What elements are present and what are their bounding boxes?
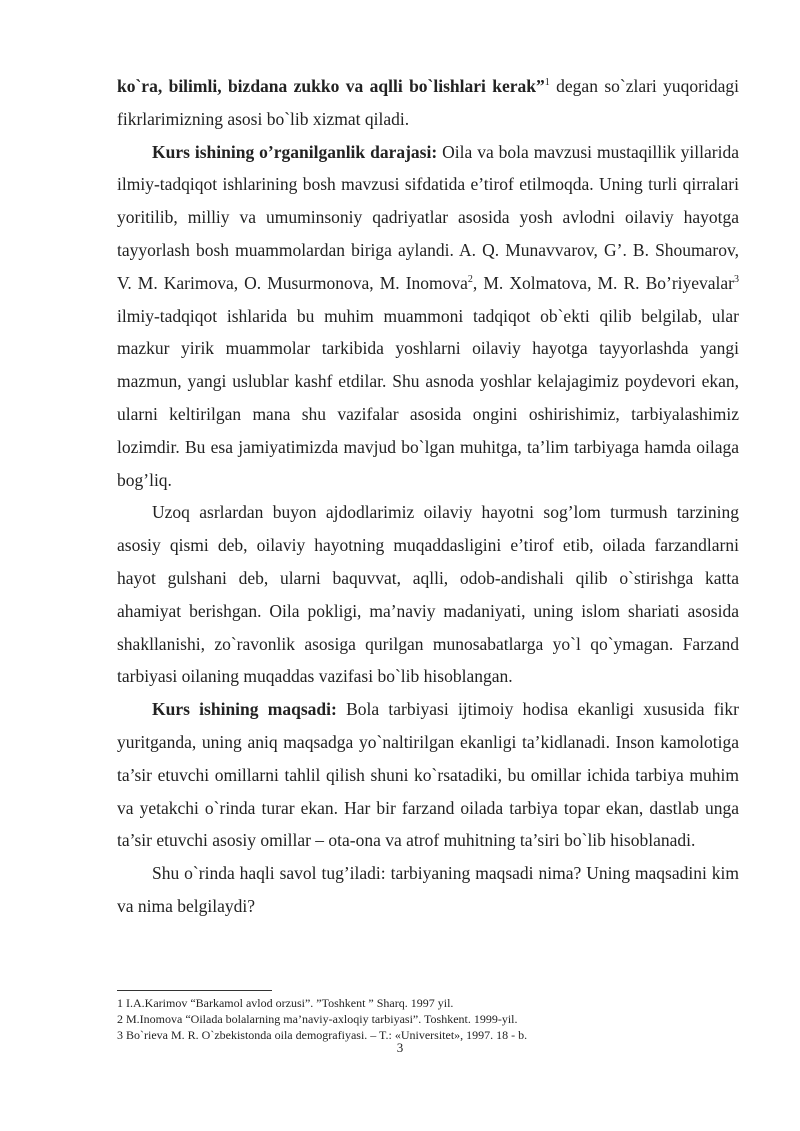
paragraph-text: degan so`zlari yuqoridagi fikrlarimizning asosi bo`lib xizmat qiladi. [117,76,739,129]
paragraph-question: Shu o`rinda haqli savol tug’iladi: tarbiyaning maqsadi nima? Uning maqsadini kim va nima belgilaydi? [117,863,739,916]
section-heading-goal: Kurs ishining maqsadi: [152,699,337,720]
footnote-ref-3[interactable]: 3 [734,273,740,285]
paragraph-ancestors: Uzoq asrlardan buyon ajdodlarimiz oilaviy hayotni sog’lom turmush tarzining asosiy qismi deb, oilaviy hayotning muqaddasligini e’tirof etib, oilada farzandlarni hayot gulshani deb, ularni baquvvat, aqlli, odob-andishali qilib o`stirishga katta ahamiyat berishgan. Oila pokligi, ma’naviy madaniyati, uning islom shariati asosida shakllanishi, zo`ravonlik asosiga qurilgan munosabatlarga yo`l qo`ymagan. Farzand tarbiyasi oilaning muqaddas vazifasi bo`lib hisoblangan. [117,502,739,687]
paragraph-study-level [117,136,739,497]
paragraph-text: Oila va bola mavzusi mustaqillik yillarida ilmiy-tadqiqot ishlarining bosh mavzusi sifdatida e’tirof etilmoqda. Uning turli qirralari yoritilib, milliy va umuminsoniy qadriyatlar asosida yosh avlodni oilaviy hayotga tayyorlash bosh muammolardan biriga aylandi. A. Q. Munavvarov, G’. B. Shoumarov, V. M. Karimova, O. Musurmonova, M. Inomova [117,141,739,293]
paragraph-text: Bola tarbiyasi ijtimoiy hodisa ekanligi xususida fikr yuritganda, uning aniq maqsadga yo`naltirilgan ekanligi ta’kidlanadi. Inson kamolotiga ta’sir etuvchi omillarni tahlil qilish shuni ko`rsatadiki, bu omillar ichida tarbiya muhim va yetakchi o`rinda turar ekan. Har bir farzand oilada tarbiya topar ekan, dastlab unga ta’sir etuvchi asosiy omillar – ota-ona va atrof muhitning ta’siri bo`lib hisoblanadi. [117,699,740,851]
paragraph-quote-ending [117,70,739,136]
footnote-1: 1 I.A.Karimov “Barkamol avlod orzusi”. ”Toshkent ” Sharq. 1997 yil. [117,996,454,1010]
quote-bold-text: ko`ra, bilimli, bizdana zukko va aqlli bo`lishlari kerak” [117,76,545,96]
footnote-ref-2[interactable]: 2 [467,273,473,285]
footnote-separator [117,990,272,991]
footnote-3: 3 Bo`rieva M. R. O`zbekistonda oila demografiyasi. – T.: «Universitet», 1997. 18 - b. [117,1028,528,1042]
paragraph-text: , M. Xolmatova, M. R. Bo’riyevalar [472,272,735,293]
footnote-2: 2 M.Inomova “Oilada bolalarning ma’naviy-axloqiy tarbiyasi”. Toshkent. 1999-yil. [117,1012,518,1026]
section-heading-study-level: Kurs ishining o’rganilganlik darajasi: [152,141,438,162]
paragraph-text: ilmiy-tadqiqot ishlarida bu muhim muammoni tadqiqot ob`ekti qilib belgilab, ular mazkur yirik muammolar tarkibida yoshlarni oilaviy hayotga tayyorlashda yangi mazmun, yangi uslublar kashf etdilar. Shu asnoda yoshlar kelajagimiz poydevori ekan, ularni keltirilgan mana shu vazifalar asosida ongini oshirishimiz, tarbiyalashimiz lozimdir. Bu esa jamiyatimizda mavjud bo`lgan muhitga, ta’lim tarbiyaga hamda oilaga bog’liq. [117,305,739,490]
footnotes [117,995,757,1043]
footnote-ref-1[interactable]: 1 [544,77,550,89]
paragraph-goal [117,693,739,857]
body-text [117,70,739,923]
page-number: 3 [396,1040,404,1055]
